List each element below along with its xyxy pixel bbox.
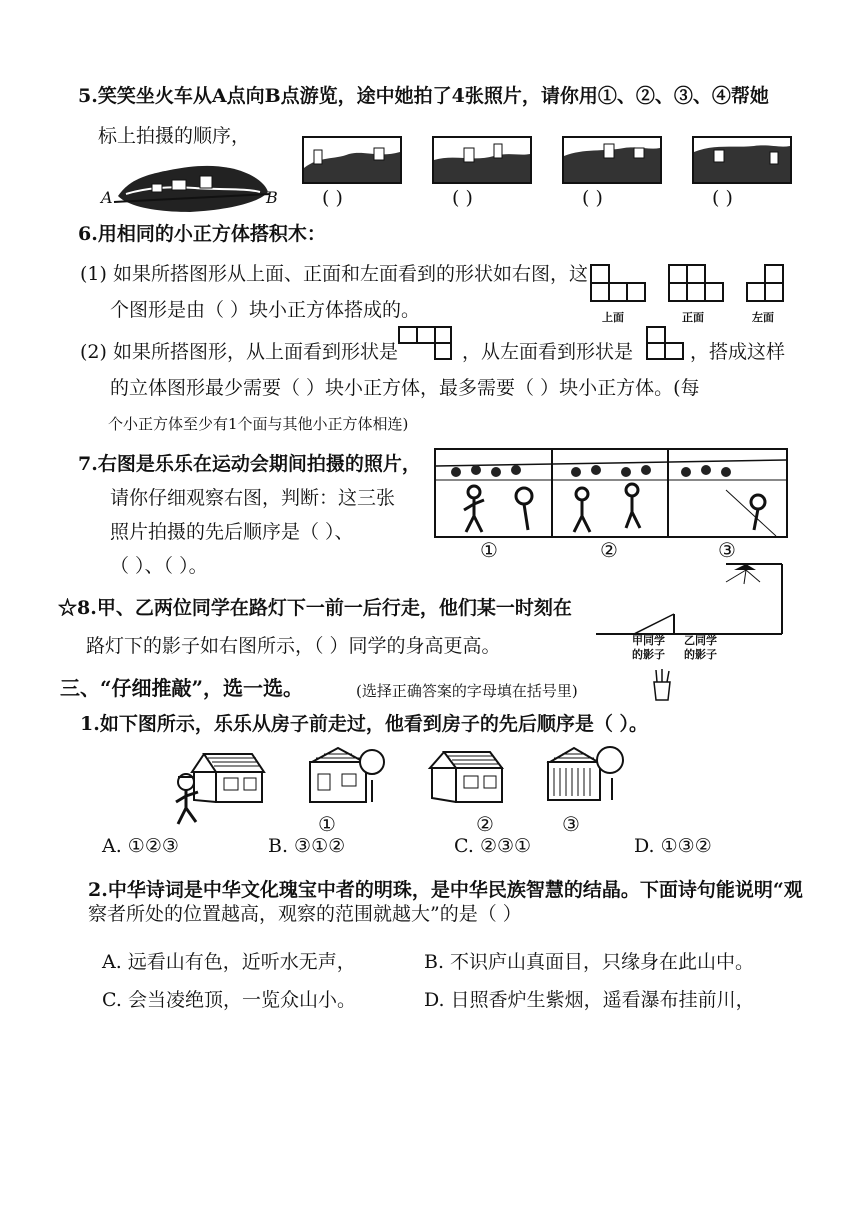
front-view-label: 正面 <box>682 311 704 324</box>
shadow-a-line1: 甲同学 <box>632 634 665 647</box>
s2-option-b[interactable]: B. 不识庐山真面目，只缘身在此山中。 <box>424 951 755 973</box>
s2-line1: 2.中华诗词是中华文化瑰宝中者的明珠，是中华民族智慧的结晶。下面诗句能说明“观 <box>88 879 803 901</box>
q6-title: 6.用相同的小正方体搭积木： <box>78 223 326 245</box>
q7-line4: （ ）、（ ）。 <box>110 555 208 577</box>
house-1 <box>302 740 382 808</box>
q5-line1: 5.笑笑坐火车从A点向B点游览，途中她拍了4张照片，请你用①、②、③、④帮她 <box>78 85 769 107</box>
shadow-b-line2: 的影子 <box>684 648 717 661</box>
house-left <box>190 752 266 808</box>
q5-photo-2 <box>432 136 532 184</box>
q5-photo-1 <box>302 136 402 184</box>
house-label-3: ③ <box>562 812 580 836</box>
streetlight-shadow-figure <box>596 562 786 638</box>
q7-photo-label-1: ① <box>480 538 498 562</box>
top-view-label: 上面 <box>602 311 624 324</box>
q7-line2: 请你仔细观察右图，判断：这三张 <box>110 487 396 509</box>
left-view-figure <box>746 264 786 304</box>
front-view-figure <box>668 264 728 304</box>
s1-option-d[interactable]: D. ①③② <box>634 835 712 857</box>
top-view-figure <box>590 264 650 304</box>
q7-line3: 照片拍摄的先后顺序是（ ）、 <box>110 521 354 543</box>
q6-p2-part-b: ，从左面看到形状是 <box>462 341 634 363</box>
s2-option-c[interactable]: C. 会当凌绝顶，一览众山小。 <box>102 989 356 1011</box>
s2-line2: 察者所处的位置越高，观察的范围就越大”的是（ ） <box>88 903 522 925</box>
q6-top-shape <box>398 326 454 362</box>
q6-p2-part-c: ，搭成这样 <box>690 341 786 363</box>
house-label-2: ② <box>476 812 494 836</box>
q7-photo-label-2: ② <box>600 538 618 562</box>
section-3-heading: 三、“仔细推敲”，选一选。 <box>60 676 304 700</box>
s2-option-d[interactable]: D. 日照香炉生紫烟，遥看瀑布挂前川， <box>424 989 755 1011</box>
q5-blank-1[interactable]: ( ) <box>322 187 343 209</box>
q7-photo-label-3: ③ <box>718 538 736 562</box>
point-b-label: B <box>266 188 278 207</box>
s1-option-a[interactable]: A. ①②③ <box>102 835 179 857</box>
s1-option-c[interactable]: C. ②③① <box>454 835 532 857</box>
house-2 <box>426 740 506 808</box>
s2-option-a[interactable]: A. 远看山有色，近听水无声， <box>102 951 356 973</box>
section-3-note: (选择正确答案的字母填在括号里) <box>356 682 578 700</box>
shadow-a-line2: 的影子 <box>632 648 665 661</box>
q6-p2-line2: 的立体图形最少需要（ ）块小正方体，最多需要（ ）块小正方体。(每 <box>110 377 700 399</box>
shadow-b-line1: 乙同学 <box>684 634 717 647</box>
point-a-label: A <box>101 188 113 207</box>
q5-blank-3[interactable]: ( ) <box>582 187 603 209</box>
train-route-illustration <box>100 158 280 218</box>
q8-line1: ☆8.甲、乙两位同学在路灯下一前一后行走，他们某一时刻在 <box>58 597 572 619</box>
q5-photo-3 <box>562 136 662 184</box>
q5-blank-4[interactable]: ( ) <box>712 187 733 209</box>
q6-p1-line1: (1) 如果所搭图形从上面、正面和左面看到的形状如右图，这 <box>80 263 588 285</box>
q7-line1: 7.右图是乐乐在运动会期间拍摄的照片， <box>78 453 421 475</box>
q6-left-shape <box>646 326 686 362</box>
q7-photo-strip <box>434 448 788 538</box>
pencil-cup-icon <box>650 668 674 702</box>
q5-blank-2[interactable]: ( ) <box>452 187 473 209</box>
q6-p2-line3: 个小正方体至少有1个面与其他小正方体相连) <box>108 415 409 433</box>
house-label-1: ① <box>318 812 336 836</box>
q6-p2-part-a: (2) 如果所搭图形，从上面看到形状是 <box>80 341 398 363</box>
q6-p1-line2: 个图形是由（ ）块小正方体搭成的。 <box>110 299 421 321</box>
left-view-label: 左面 <box>752 311 774 324</box>
s1-option-b[interactable]: B. ③①② <box>268 835 346 857</box>
q5-photo-4 <box>692 136 792 184</box>
q5-line2: 标上拍摄的顺序， <box>98 125 251 147</box>
q8-line2: 路灯下的影子如右图所示，（ ）同学的身高更高。 <box>86 635 501 657</box>
s1-question: 1.如下图所示，乐乐从房子前走过，他看到房子的先后顺序是（ ）。 <box>80 713 648 735</box>
house-3 <box>546 738 626 806</box>
